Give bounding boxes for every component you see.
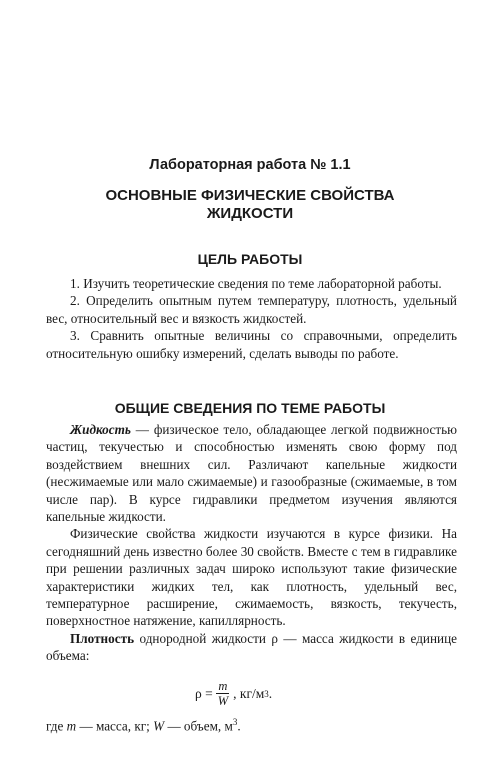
density-formula bbox=[195, 679, 272, 708]
legend-end: . bbox=[237, 718, 241, 734]
section-goal-heading: ЦЕЛЬ РАБОТЫ bbox=[197, 251, 303, 267]
formula-denominator: W bbox=[217, 694, 229, 708]
formula-fraction bbox=[216, 679, 230, 708]
paragraph-liquid bbox=[46, 421, 457, 525]
formula-end: . bbox=[268, 685, 273, 701]
legend-prefix: где bbox=[46, 718, 67, 734]
term-density: Плотность bbox=[70, 630, 135, 646]
paragraph-density bbox=[46, 630, 457, 665]
legend-w: W bbox=[153, 718, 165, 734]
formula-numerator: m bbox=[218, 679, 228, 693]
term-liquid: Жидкость bbox=[70, 422, 131, 437]
paragraph-density-text: однородной жидкости ρ — масса жидкости в единице объема: bbox=[46, 630, 457, 664]
legend-m: m bbox=[66, 718, 77, 734]
formula-lhs: ρ = bbox=[195, 685, 213, 701]
goal-item: 3. Сравнить опытные величины со справочными, определить относительную ошибку измерений, сделать выводы по работе. bbox=[46, 328, 457, 361]
formula-units-exp: 3 bbox=[264, 688, 269, 699]
goals-list bbox=[46, 275, 457, 362]
legend-w-exp: 3 bbox=[232, 717, 238, 727]
section-general-heading: ОБЩИЕ СВЕДЕНИЯ ПО ТЕМЕ РАБОТЫ bbox=[114, 400, 386, 416]
goal-item: 2. Определить опытным путем температуру, плотность, удельный вес, относительный вес и вязкость жидкостей. bbox=[46, 293, 457, 326]
legend-m-desc: — масса, кг; bbox=[76, 718, 154, 734]
main-title bbox=[0, 187, 500, 223]
formula-units: , кг/м bbox=[233, 685, 265, 701]
main-title-line1: ОСНОВНЫЕ ФИЗИЧЕСКИЕ СВОЙСТВА bbox=[105, 187, 395, 204]
legend-w-desc: — объем, м bbox=[164, 718, 233, 734]
lab-title: Лабораторная работа № 1.1 bbox=[149, 157, 351, 173]
paragraph-liquid-text: — физическое тело, обладающее легкой подвижностью частиц, текучестью и способностью изменять свою форму под воздействием внешних сил. Различают капельные жидкости (несжимаемые или мало сжимаемые) и газообразные (сжимаемые, в том числе пар). В курсе гидравлики предметом изучения являются капельные жидкости. bbox=[46, 422, 457, 525]
formula-legend bbox=[46, 717, 457, 734]
goal-item: 1. Изучить теоретические сведения по теме лабораторной работы. bbox=[70, 276, 442, 291]
main-title-line2: ЖИДКОСТИ bbox=[206, 205, 294, 222]
general-info bbox=[46, 421, 457, 665]
paragraph-properties: Физические свойства жидкости изучаются в курсе физики. На сегодняшний день известно более 30 свойств. Вместе с тем в гидравлике при решении различных задач широко используют такие физические характеристики жидких тел, как плотность, удельный вес, температурное расширение, сжимаемость, вязкость, текучесть, поверхностное натяжение, капиллярность. bbox=[46, 526, 457, 629]
